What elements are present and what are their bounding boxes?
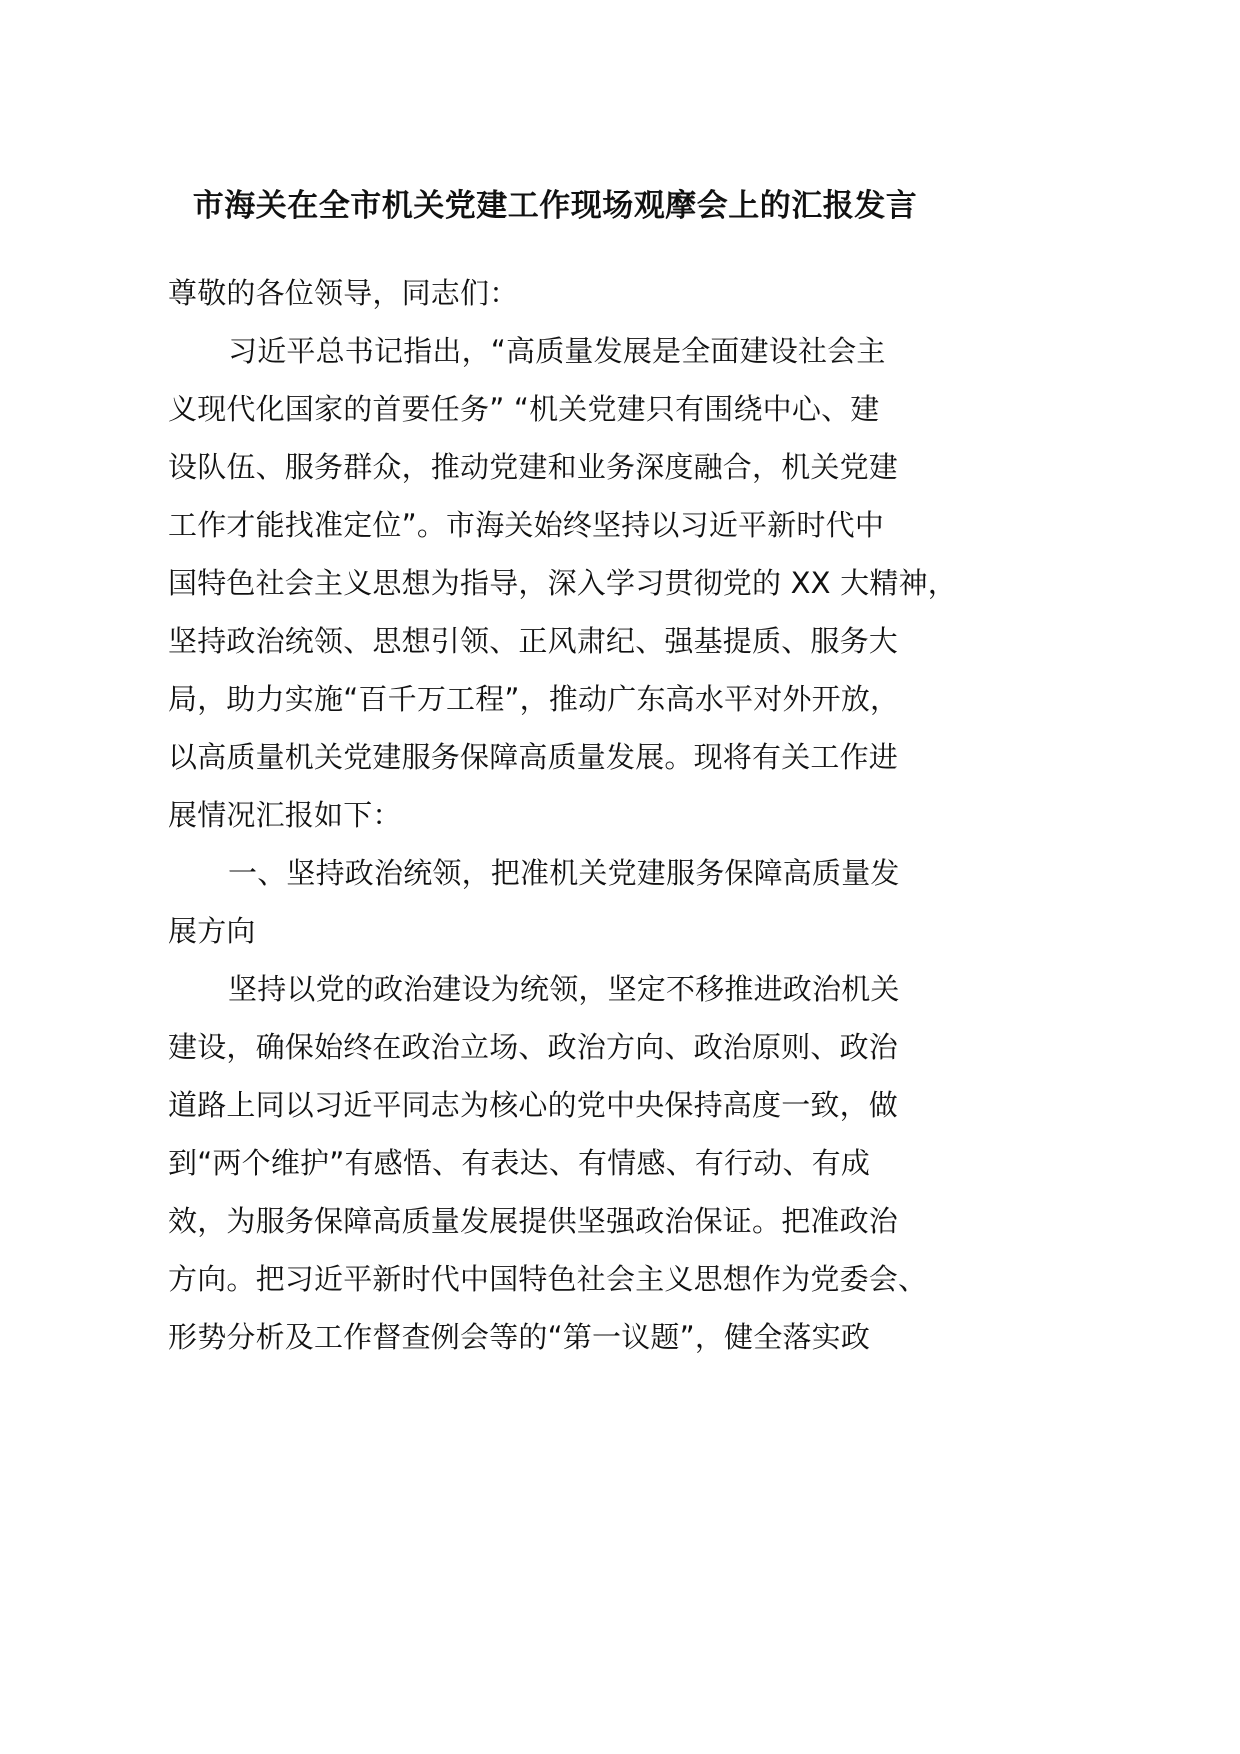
paragraph-line: 设队伍、服务群众，推动党建和业务深度融合，机关党建: [168, 450, 899, 484]
paragraph-line: 到“两个维护”有感悟、有表达、有情感、有行动、有成: [168, 1146, 871, 1180]
section-heading-line: 一、坚持政治统领，把准机关党建服务保障高质量发: [228, 856, 900, 890]
paragraph-line: 习近平总书记指出，“高质量发展是全面建设社会主: [228, 334, 886, 368]
salutation-line: 尊敬的各位领导，同志们：: [168, 276, 519, 310]
paragraph-line: 局，助力实施“百千万工程”，推动广东高水平对外开放，: [168, 682, 900, 716]
paragraph-line: 坚持以党的政治建设为统领，坚定不移推进政治机关: [228, 972, 900, 1006]
paragraph-line: 建设，确保始终在政治立场、政治方向、政治原则、政治: [168, 1030, 899, 1064]
paragraph-line: 效，为服务保障高质量发展提供坚强政治保证。把准政治: [168, 1204, 899, 1238]
document-body: [168, 264, 968, 1366]
paragraph-line: 道路上同以习近平同志为核心的党中央保持高度一致，做: [168, 1088, 899, 1122]
paragraph-line: 展情况汇报如下：: [168, 798, 402, 832]
paragraph-line: 工作才能找准定位”。市海关始终坚持以习近平新时代中: [168, 508, 885, 542]
paragraph-line: 以高质量机关党建服务保障高质量发展。现将有关工作进: [168, 740, 899, 774]
paragraph-line: 坚持政治统领、思想引领、正风肃纪、强基提质、服务大: [168, 624, 899, 658]
document-title: 市海关在全市机关党建工作现场观摩会上的汇报发言: [192, 188, 918, 224]
section-heading-line: 展方向: [168, 914, 256, 948]
paragraph-line: 国特色社会主义思想为指导，深入学习贯彻党的 XX 大精神，: [168, 566, 957, 600]
paragraph-line: 形势分析及工作督查例会等的“第一议题”，健全落实政: [168, 1320, 871, 1354]
paragraph-line: 方向。把习近平新时代中国特色社会主义思想作为党委会、: [168, 1262, 928, 1296]
paragraph-line: 义现代化国家的首要任务” “机关党建只有围绕中心、建: [168, 392, 880, 426]
